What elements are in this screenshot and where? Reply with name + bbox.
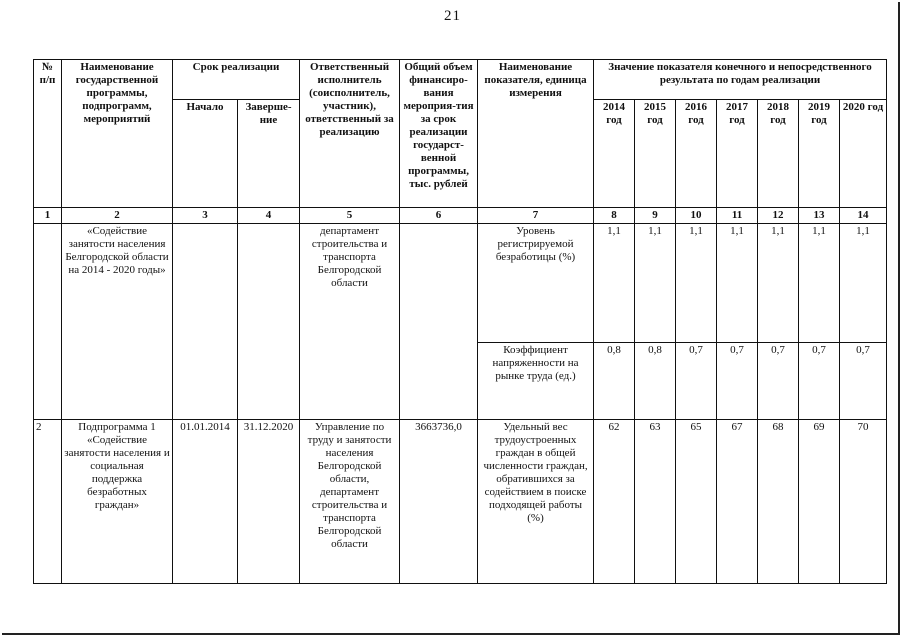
row-name: «Содействие занятости населения Белгородской области на 2014 - 2020 годы» [62, 224, 173, 420]
header-year-2014: 2014 год [594, 100, 635, 208]
header-year-2016: 2016 год [676, 100, 717, 208]
row-num: 2 [34, 420, 62, 584]
header-num: № п/п [34, 60, 62, 208]
column-number: 7 [478, 208, 594, 224]
column-number: 1 [34, 208, 62, 224]
header-end: Заверше-ние [238, 100, 300, 208]
header-indicator: Наименование показателя, единица измерения [478, 60, 594, 208]
header-start: Начало [173, 100, 238, 208]
indicator-value: 0,7 [676, 343, 717, 420]
row-end [238, 224, 300, 420]
indicator-value: 1,1 [758, 224, 799, 343]
header-year-2015: 2015 год [635, 100, 676, 208]
column-number: 6 [400, 208, 478, 224]
indicator-value: 1,1 [635, 224, 676, 343]
row-num [34, 224, 62, 420]
row-name: Подпрограмма 1 «Содействие занятости населения и социальная поддержка безработных граждан» [62, 420, 173, 584]
column-number: 9 [635, 208, 676, 224]
column-number: 4 [238, 208, 300, 224]
row-volume [400, 224, 478, 420]
indicator-value: 0,7 [758, 343, 799, 420]
row-start: 01.01.2014 [173, 420, 238, 584]
header-year-2020: 2020 год [840, 100, 887, 208]
indicator-value: 69 [799, 420, 840, 584]
indicator-value: 0,7 [717, 343, 758, 420]
indicator-value: 0,7 [799, 343, 840, 420]
indicator-name: Удельный вес трудоустроенных граждан в общей численности граждан, обратившихся за содействием в поиске подходящей работы (%) [478, 420, 594, 584]
indicator-value: 67 [717, 420, 758, 584]
indicator-value: 68 [758, 420, 799, 584]
column-number: 10 [676, 208, 717, 224]
indicator-name: Уровень регистрируемой безработицы (%) [478, 224, 594, 343]
indicator-value: 0,8 [594, 343, 635, 420]
indicator-value: 1,1 [717, 224, 758, 343]
header-year-2018: 2018 год [758, 100, 799, 208]
indicator-value: 0,8 [635, 343, 676, 420]
row-end: 31.12.2020 [238, 420, 300, 584]
indicator-value: 1,1 [676, 224, 717, 343]
indicator-value: 1,1 [594, 224, 635, 343]
program-table [33, 59, 887, 584]
header-year-2017: 2017 год [717, 100, 758, 208]
indicator-value: 1,1 [799, 224, 840, 343]
column-number: 3 [173, 208, 238, 224]
column-number: 5 [300, 208, 400, 224]
column-numbers-row [34, 208, 887, 224]
column-number: 11 [717, 208, 758, 224]
header-year-2019: 2019 год [799, 100, 840, 208]
column-number: 13 [799, 208, 840, 224]
header-volume: Общий объем финансиро-вания мероприя-тия за срок реализации государст-венной программы, тыс. рублей [400, 60, 478, 208]
indicator-name: Коэффициент напряженности на рынке труда (ед.) [478, 343, 594, 420]
column-number: 12 [758, 208, 799, 224]
column-number: 8 [594, 208, 635, 224]
header-responsible: Ответственный исполнитель (соисполнитель, участник), ответственный за реализацию [300, 60, 400, 208]
indicator-value: 62 [594, 420, 635, 584]
header-values: Значение показателя конечного и непосредственного результата по годам реализации [594, 60, 887, 100]
row-volume: 3663736,0 [400, 420, 478, 584]
indicator-value: 65 [676, 420, 717, 584]
indicator-value: 70 [840, 420, 887, 584]
page-number: 21 [444, 8, 461, 24]
table-row [34, 420, 887, 584]
header-row-1 [34, 60, 887, 100]
table-row [34, 224, 887, 343]
header-period: Срок реализации [173, 60, 300, 100]
column-number: 2 [62, 208, 173, 224]
indicator-value: 1,1 [840, 224, 887, 343]
column-number: 14 [840, 208, 887, 224]
indicator-value: 63 [635, 420, 676, 584]
row-responsible: департамент строительства и транспорта Белгородской области [300, 224, 400, 420]
indicator-value: 0,7 [840, 343, 887, 420]
row-responsible: Управление по труду и занятости населения Белгородской области, департамент строительства и транспорта Белгородской области [300, 420, 400, 584]
row-start [173, 224, 238, 420]
header-name: Наименование государственной программы, подпрограмм, мероприятий [62, 60, 173, 208]
